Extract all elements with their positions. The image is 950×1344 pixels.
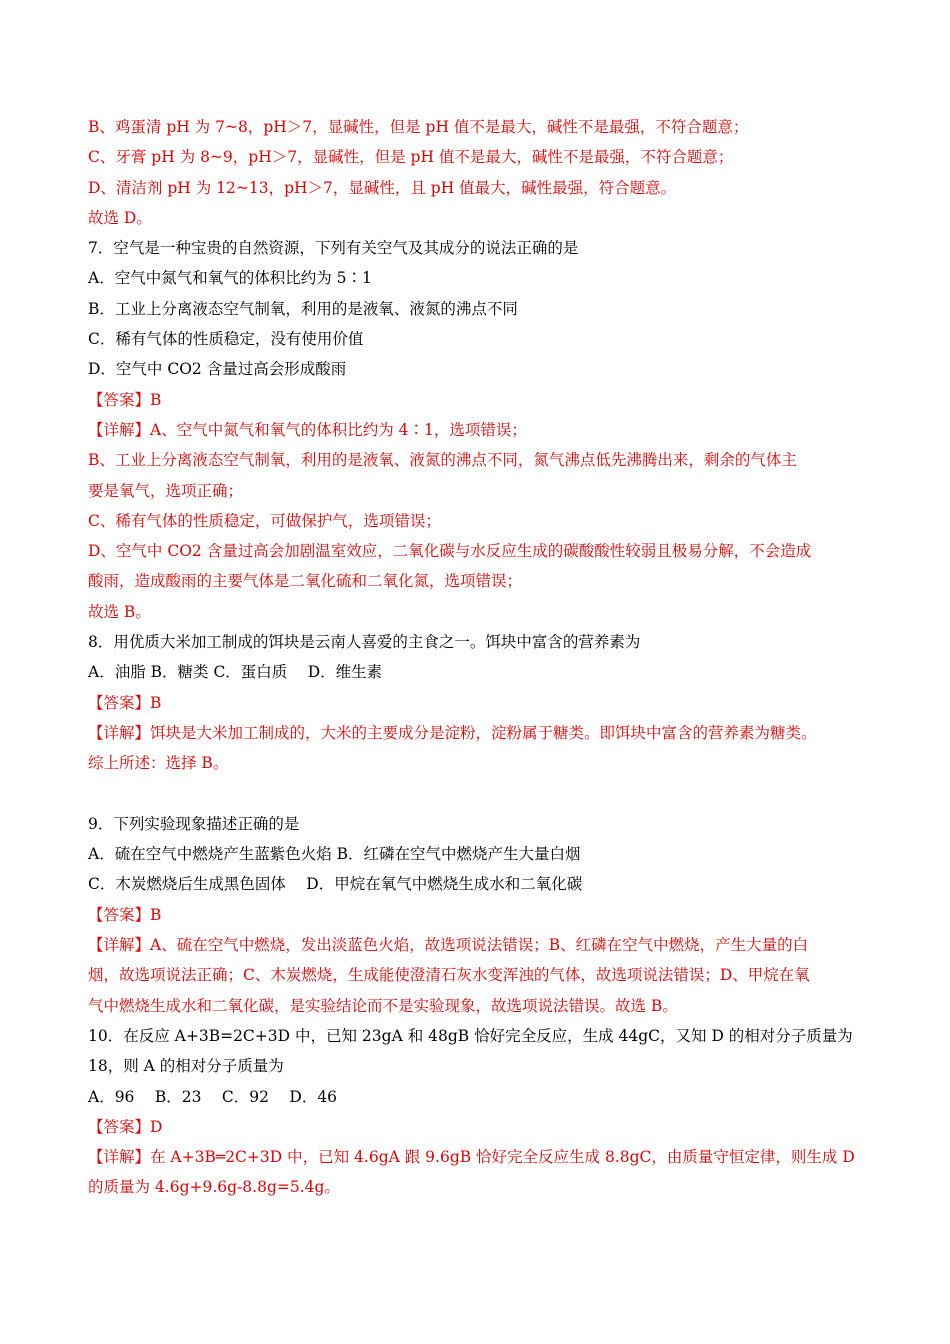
answer-text-line: C、稀有气体的性质稳定，可做保护气，选项错误； — [88, 511, 441, 530]
answer-text-line: 【详解】A、空气中氮气和氧气的体积比约为 4∶1，选项错误； — [88, 420, 527, 439]
question-text-line: 7．空气是一种宝贵的自然资源，下列有关空气及其成分的说法正确的是 — [88, 239, 579, 258]
answer-text-line: 【答案】B — [88, 693, 162, 712]
answer-text-line: 【详解】A、硫在空气中燃烧，发出淡蓝色火焰，故选项说法错误；B、红磷在空气中燃烧，产生大量的白 — [88, 936, 809, 955]
question-text-line: D．空气中 CO2 含量过高会形成酸雨 — [88, 360, 347, 379]
answer-text-line: 酸雨，造成酸雨的主要气体是二氧化硫和二氧化氮，选项错误； — [88, 572, 523, 591]
answer-text-line: 【详解】在 A+3B═2C+3D 中，已知 4.6gA 跟 9.6gB 恰好完全反应生成 8.8gC，由质量守恒定律，则生成 D — [88, 1148, 855, 1167]
answer-text-line: 的质量为 4.6g+9.6g-8.8g=5.4g。 — [88, 1178, 340, 1197]
answer-text-line: 【详解】饵块是大米加工制成的，大米的主要成分是淀粉，淀粉属于糖类。即饵块中富含的营养素为糖类。 — [88, 723, 817, 742]
question-text-line: 9．下列实验现象描述正确的是 — [88, 814, 300, 833]
answer-text-line: 气中燃烧生成水和二氧化碳，是实验结论而不是实验现象，故选项说法错误。故选 B。 — [88, 996, 678, 1015]
answer-text-line: 综上所述：选择 B。 — [88, 754, 229, 773]
document-body — [88, 112, 868, 1203]
answer-text-line: C、牙膏 pH 为 8~9，pH＞7，显碱性，但是 pH 值不是最大，碱性不是最强，不符合题意； — [88, 148, 734, 167]
answer-text-line: 要是氧气，选项正确； — [88, 481, 244, 500]
answer-text-line: 故选 D。 — [88, 208, 152, 227]
question-text-line: 18，则 A 的相对分子质量为 — [88, 1057, 284, 1076]
question-text-line: C．稀有气体的性质稳定，没有使用价值 — [88, 330, 364, 349]
question-text-line: C．木炭燃烧后生成黑色固体 D．甲烷在氧气中燃烧生成水和二氧化碳 — [88, 875, 583, 894]
question-text-line: A．96 B．23 C．92 D．46 — [88, 1087, 338, 1106]
answer-text-line: D、空气中 CO2 含量过高会加剧温室效应，二氧化碳与水反应生成的碳酸酸性较弱且极易分解，不会造成 — [88, 542, 812, 561]
answer-text-line: B、工业上分离液态空气制氧，利用的是液氧、液氮的沸点不同，氮气沸点低先沸腾出来，剩余的气体主 — [88, 451, 797, 470]
answer-text-line: 【答案】B — [88, 905, 162, 924]
answer-text-line: B、鸡蛋清 pH 为 7~8，pH＞7，显碱性，但是 pH 值不是最大，碱性不是最强，不符合题意； — [88, 118, 749, 136]
blank-line — [88, 779, 868, 809]
question-text-line: 8．用优质大米加工制成的饵块是云南人喜爱的主食之一。饵块中富含的营养素为 — [88, 633, 641, 652]
answer-text-line: D、清洁剂 pH 为 12~13，pH＞7，显碱性，且 pH 值最大，碱性最强，符合题意。 — [88, 178, 677, 197]
question-text-line: B．工业上分离液态空气制氧，利用的是液氧、液氮的沸点不同 — [88, 299, 518, 318]
question-text-line: 10．在反应 A+3B=2C+3D 中，已知 23gA 和 48gB 恰好完全反应，生成 44gC，又知 D 的相对分子质量为 — [88, 1026, 853, 1045]
question-text-line: A．油脂 B．糖类 C．蛋白质 D．维生素 — [88, 663, 383, 682]
answer-text-line: 【答案】D — [88, 1117, 163, 1136]
answer-text-line: 【答案】B — [88, 390, 162, 409]
question-text-line: A．空气中氮气和氧气的体积比约为 5∶1 — [88, 269, 372, 288]
answer-text-line: 故选 B。 — [88, 602, 151, 621]
answer-text-line: 烟，故选项说法正确；C、木炭燃烧，生成能使澄清石灰水变浑浊的气体，故选项说法错误；D、甲烷在氧 — [88, 966, 810, 985]
question-text-line: A．硫在空气中燃烧产生蓝紫色火焰 B．红磷在空气中燃烧产生大量白烟 — [88, 845, 581, 864]
